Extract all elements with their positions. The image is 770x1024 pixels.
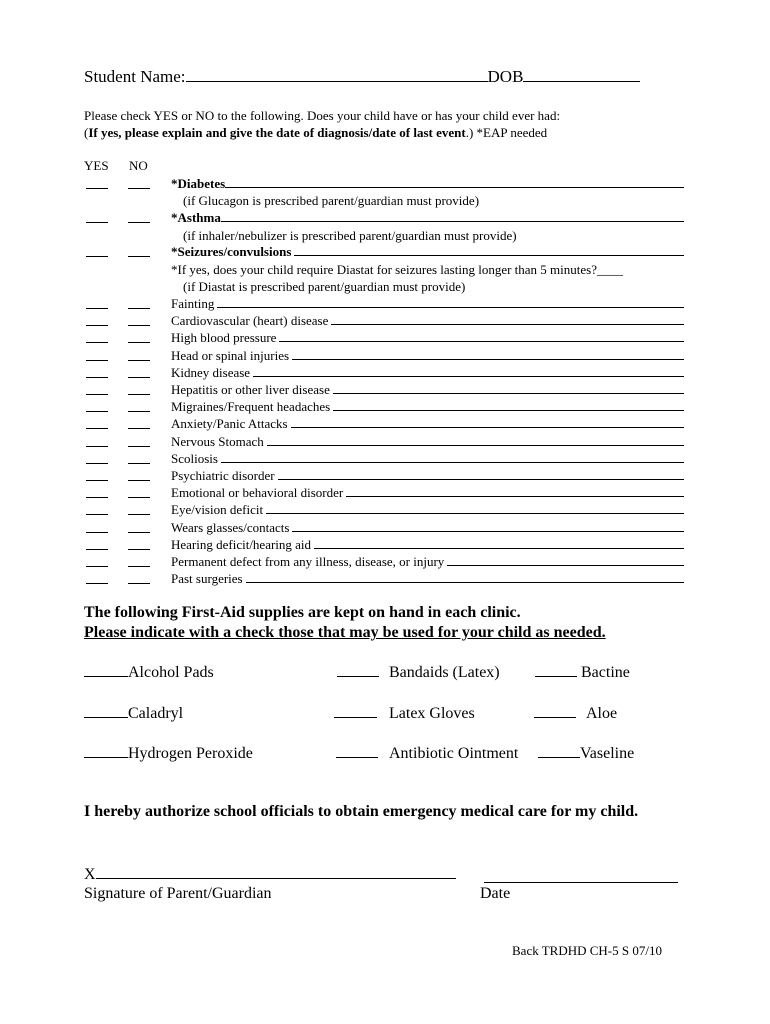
date-field[interactable] [484,882,678,883]
supply-bactine[interactable] [535,662,630,682]
no-checkbox[interactable] [128,480,150,481]
condition-label: Cardiovascular (heart) disease [171,313,329,329]
student-name-label: Student Name: [84,67,186,86]
explanation-line[interactable] [333,399,684,411]
condition-label: Emotional or behavioral disorder [171,485,344,501]
condition-label: Psychiatric disorder [171,468,275,483]
condition-label: High blood pressure [171,330,277,346]
intro-instruction: If yes, please explain and give the date of diagnosis/date of last event [88,125,466,140]
yes-checkbox[interactable] [86,428,108,429]
condition-row [84,468,684,485]
no-checkbox[interactable] [128,497,150,498]
explanation-line[interactable] [221,451,684,463]
no-checkbox[interactable] [128,188,150,189]
yes-checkbox[interactable] [86,583,108,584]
signature-field[interactable] [96,864,456,879]
explanation-line[interactable] [447,554,684,566]
condition-label: Permanent defect from any illness, disease, or injury [171,554,445,569]
condition-row [84,365,684,382]
explanation-line[interactable] [225,176,684,188]
condition-label: Hearing deficit/hearing aid [171,536,312,552]
explanation-line[interactable] [221,210,684,222]
form-code-footer: Back TRDHD CH-5 S 07/10 [512,943,662,958]
explanation-line[interactable] [278,468,684,480]
supply-label: Vaseline [580,745,635,762]
no-checkbox[interactable] [128,532,150,533]
no-checkbox[interactable] [128,360,150,361]
condition-label: Migraines/Frequent headaches [171,399,331,415]
no-checkbox[interactable] [128,342,150,343]
condition-row-asthma [84,210,684,227]
first-aid-heading-1: The following First-Aid supplies are kept on hand in each clinic. [84,604,521,621]
explanation-line[interactable] [346,485,684,497]
supply-label: Aloe [586,705,618,722]
supply-hydrogen-peroxide[interactable] [84,743,253,763]
supply-latex-gloves[interactable] [334,703,475,723]
yes-checkbox[interactable] [86,446,108,447]
intro-open-paren: ( [84,125,89,140]
yes-column-header: YES [84,158,109,173]
no-checkbox[interactable] [128,549,150,550]
no-column-header: NO [129,158,148,173]
no-checkbox[interactable] [128,325,150,326]
condition-row [84,485,684,502]
explanation-line[interactable] [314,537,684,549]
yes-checkbox[interactable] [86,514,108,515]
supply-aloe[interactable] [534,703,617,723]
diastat-note: (if Diastat is prescribed parent/guardian must provide) [183,279,466,294]
explanation-line[interactable] [333,382,684,394]
supply-bandaids[interactable] [337,662,500,682]
condition-row [84,382,684,399]
condition-row [84,330,684,347]
no-checkbox[interactable] [128,463,150,464]
supply-check-line[interactable] [538,743,580,758]
no-checkbox[interactable] [128,394,150,395]
condition-label: *Diabetes [171,176,226,191]
condition-row [84,313,684,330]
intro-eap-note: .) *EAP needed [465,125,548,140]
explanation-line[interactable] [291,416,684,428]
condition-label: Hepatitis or other liver disease [171,382,330,397]
explanation-line[interactable] [294,244,684,256]
supply-check-line[interactable] [534,703,576,718]
yes-checkbox[interactable] [86,480,108,481]
no-checkbox[interactable] [128,222,150,223]
yes-checkbox[interactable] [86,342,108,343]
yes-checkbox[interactable] [86,463,108,464]
explanation-line[interactable] [266,502,684,514]
explanation-line[interactable] [292,348,684,360]
diabetes-note: (if Glucagon is prescribed parent/guardian must provide) [183,193,480,208]
condition-row [84,502,684,519]
condition-row [84,348,684,365]
condition-label: *Asthma [171,210,221,225]
condition-label: Eye/vision deficit [171,502,264,518]
condition-row-diabetes [84,176,684,193]
condition-row-seizures [84,244,684,261]
explanation-line[interactable] [246,571,684,583]
explanation-line[interactable] [292,520,684,532]
supply-vaseline[interactable] [538,743,634,763]
supply-label: Bactine [581,664,630,681]
supply-check-line[interactable] [84,662,128,677]
yes-checkbox[interactable] [86,566,108,567]
yes-checkbox[interactable] [86,377,108,378]
condition-label: *Seizures/convulsions [171,244,292,259]
yes-checkbox[interactable] [86,549,108,550]
asthma-note: (if inhaler/nebulizer is prescribed parent/guardian must provide) [183,228,517,243]
supply-label: Hydrogen Peroxide [128,745,253,762]
supply-check-line[interactable] [337,662,379,677]
x-mark: X [84,866,96,883]
supply-antibiotic-ointment[interactable] [336,743,518,763]
condition-row [84,451,684,468]
explanation-line[interactable] [267,434,684,446]
supply-caladryl[interactable] [84,703,183,723]
no-checkbox[interactable] [128,411,150,412]
parent-signature-label: Signature of Parent/Guardian [84,885,272,902]
yes-checkbox[interactable] [86,360,108,361]
supply-label: Latex Gloves [389,705,475,722]
supply-check-line[interactable] [84,703,128,718]
yes-checkbox[interactable] [86,325,108,326]
condition-row [84,416,684,433]
dob-label: DOB [487,67,524,86]
condition-label: Past surgeries [171,571,243,587]
student-header [84,66,640,87]
condition-row [84,554,684,571]
condition-row [84,571,684,588]
no-checkbox[interactable] [128,308,150,309]
yes-checkbox[interactable] [86,256,108,257]
supply-label: Bandaids (Latex) [389,664,500,681]
condition-row [84,520,684,537]
condition-label: Head or spinal injuries [171,347,290,363]
condition-label: Fainting [171,296,215,311]
condition-label: Anxiety/Panic Attacks [171,416,288,432]
explanation-line[interactable] [331,313,684,325]
yes-checkbox[interactable] [86,411,108,412]
supply-alcohol-pads[interactable] [84,662,214,682]
date-label: Date [480,885,511,902]
first-aid-heading-2: Please indicate with a check those that may be used for your child as needed. [84,624,606,641]
yes-checkbox[interactable] [86,532,108,533]
condition-row [84,434,684,451]
supply-label: Caladryl [128,705,184,722]
yes-checkbox[interactable] [86,497,108,498]
diastat-question: *If yes, does your child require Diastat for seizures lasting longer than 5 minutes?____ [171,262,623,277]
yes-checkbox[interactable] [86,222,108,223]
condition-label: Scoliosis [171,450,218,466]
intro-line-2 [84,125,547,141]
student-name-field[interactable] [186,66,488,82]
intro-line-1: Please check YES or NO to the following. Does your child have or has your child ever had: [84,108,561,123]
explanation-line[interactable] [217,296,684,308]
supply-check-line[interactable] [336,743,378,758]
signature-line[interactable] [84,864,456,884]
condition-row [84,537,684,554]
no-checkbox[interactable] [128,514,150,515]
condition-label: Kidney disease [171,364,251,380]
no-checkbox[interactable] [128,256,150,257]
explanation-line[interactable] [279,330,684,342]
no-checkbox[interactable] [128,566,150,567]
supply-check-line[interactable] [535,662,577,677]
no-checkbox[interactable] [128,428,150,429]
supply-label: Antibiotic Ointment [389,745,519,762]
condition-label: Wears glasses/contacts [171,519,290,535]
no-checkbox[interactable] [128,377,150,378]
condition-row [84,399,684,416]
supply-check-line[interactable] [334,703,377,718]
yes-checkbox[interactable] [86,308,108,309]
yes-checkbox[interactable] [86,394,108,395]
authorization-statement: I hereby authorize school officials to obtain emergency medical care for my child. [84,803,639,820]
no-checkbox[interactable] [128,446,150,447]
yes-checkbox[interactable] [86,188,108,189]
no-checkbox[interactable] [128,583,150,584]
dob-field[interactable] [523,66,640,82]
supply-check-line[interactable] [84,743,128,758]
explanation-line[interactable] [253,365,684,377]
supply-label: Alcohol Pads [128,664,214,681]
condition-row [84,296,684,313]
condition-label: Nervous Stomach [171,433,264,449]
